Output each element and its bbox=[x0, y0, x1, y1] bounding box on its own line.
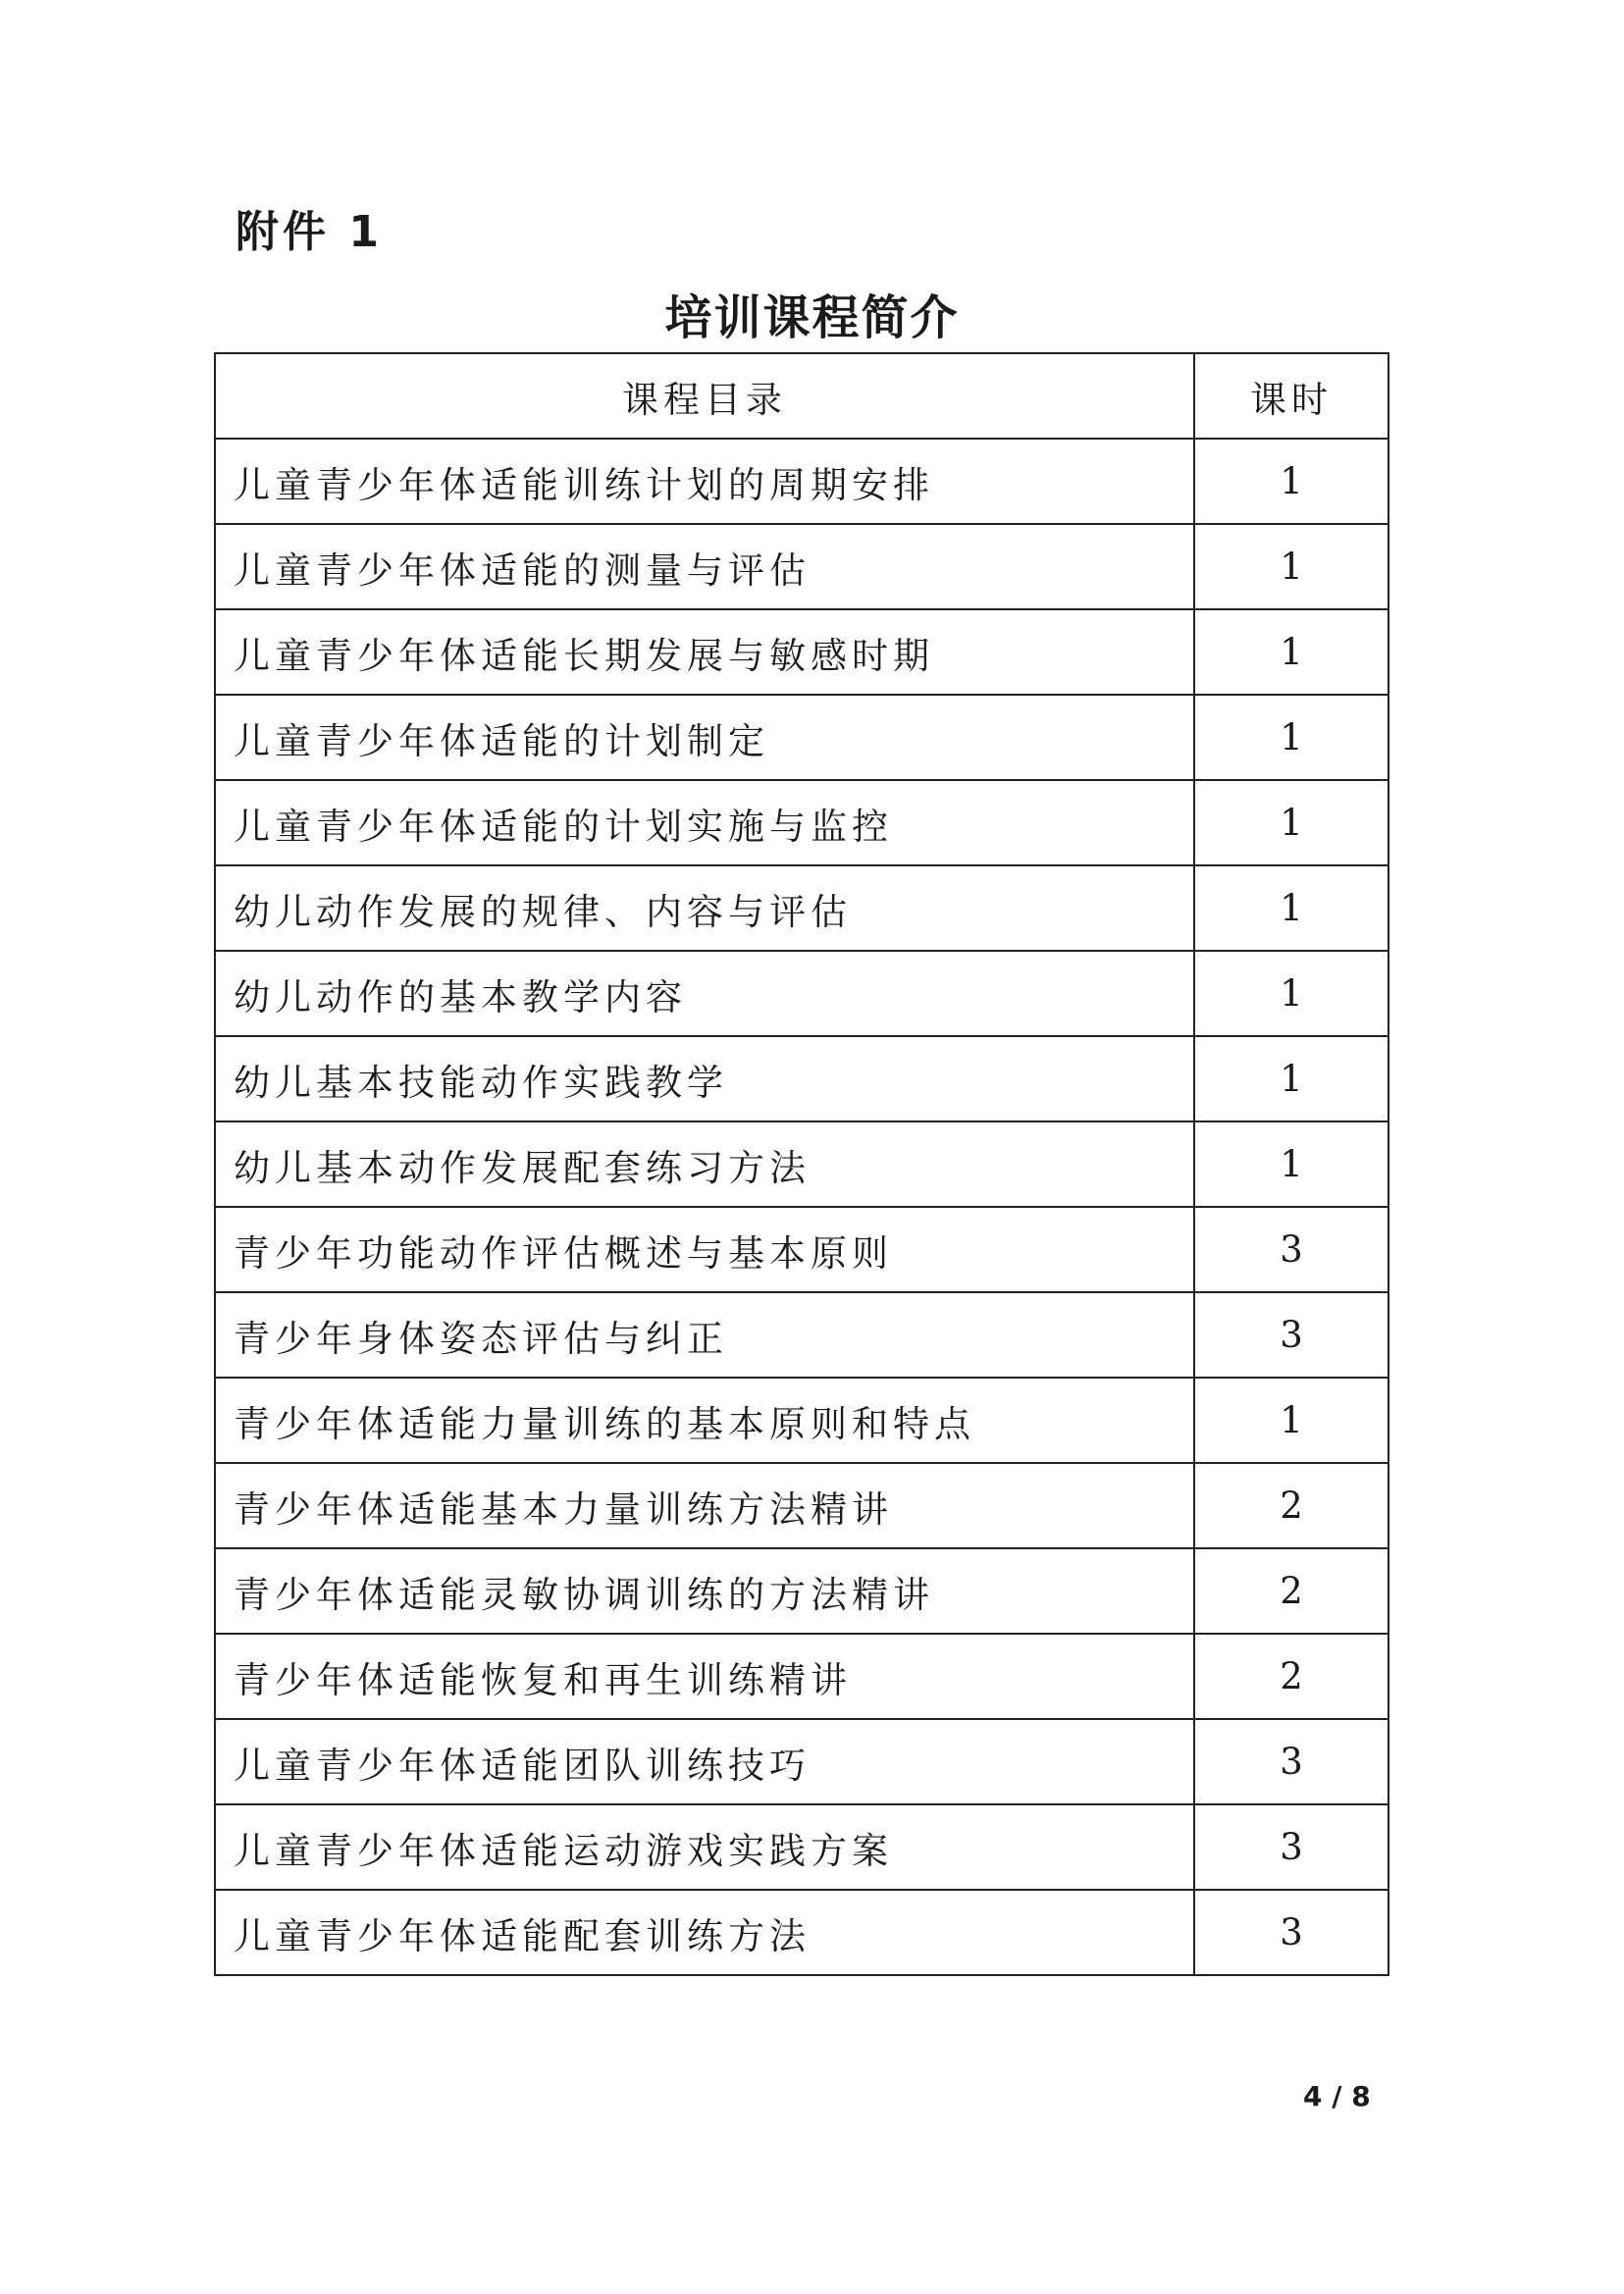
course-name-cell: 幼儿基本动作发展配套练习方法 bbox=[215, 1121, 1194, 1207]
table-row bbox=[215, 1292, 1388, 1378]
course-hours-cell: 1 bbox=[1194, 1378, 1388, 1463]
course-name-cell: 青少年身体姿态评估与纠正 bbox=[215, 1292, 1194, 1378]
course-hours-cell: 3 bbox=[1194, 1719, 1388, 1804]
course-name-cell: 儿童青少年体适能长期发展与敏感时期 bbox=[215, 609, 1194, 695]
course-name-cell: 儿童青少年体适能的计划制定 bbox=[215, 695, 1194, 780]
course-rows bbox=[215, 439, 1388, 1975]
course-name-cell: 青少年体适能基本力量训练方法精讲 bbox=[215, 1463, 1194, 1548]
course-hours-cell: 1 bbox=[1194, 609, 1388, 695]
course-name-cell: 青少年体适能灵敏协调训练的方法精讲 bbox=[215, 1548, 1194, 1634]
table-row bbox=[215, 695, 1388, 780]
course-hours-cell: 2 bbox=[1194, 1463, 1388, 1548]
attachment-label: 附件 1 bbox=[236, 207, 383, 257]
table-row bbox=[215, 1634, 1388, 1719]
course-name-cell: 青少年体适能力量训练的基本原则和特点 bbox=[215, 1378, 1194, 1463]
table-row bbox=[215, 1378, 1388, 1463]
header-hours: 课时 bbox=[1194, 353, 1388, 439]
course-hours-cell: 1 bbox=[1194, 951, 1388, 1036]
course-name-cell: 儿童青少年体适能配套训练方法 bbox=[215, 1890, 1194, 1975]
course-hours-cell: 1 bbox=[1194, 524, 1388, 609]
course-hours-cell: 1 bbox=[1194, 780, 1388, 865]
course-hours-cell: 3 bbox=[1194, 1292, 1388, 1378]
course-name-cell: 儿童青少年体适能的测量与评估 bbox=[215, 524, 1194, 609]
table-row bbox=[215, 1463, 1388, 1548]
table-row bbox=[215, 609, 1388, 695]
course-name-cell: 幼儿基本技能动作实践教学 bbox=[215, 1036, 1194, 1121]
header-course: 课程目录 bbox=[215, 353, 1194, 439]
course-hours-cell: 1 bbox=[1194, 1121, 1388, 1207]
course-name-cell: 儿童青少年体适能团队训练技巧 bbox=[215, 1719, 1194, 1804]
table-row bbox=[215, 439, 1388, 524]
table-header-row bbox=[215, 353, 1388, 439]
course-hours-cell: 3 bbox=[1194, 1207, 1388, 1292]
course-hours-cell: 3 bbox=[1194, 1890, 1388, 1975]
course-name-cell: 儿童青少年体适能训练计划的周期安排 bbox=[215, 439, 1194, 524]
table-row bbox=[215, 524, 1388, 609]
course-name-cell: 儿童青少年体适能运动游戏实践方案 bbox=[215, 1804, 1194, 1890]
table-row bbox=[215, 1548, 1388, 1634]
page-number: 4 / 8 bbox=[1303, 2080, 1371, 2112]
course-name-cell: 青少年功能动作评估概述与基本原则 bbox=[215, 1207, 1194, 1292]
table-row bbox=[215, 1804, 1388, 1890]
course-hours-cell: 1 bbox=[1194, 1036, 1388, 1121]
document-title: 培训课程简介 bbox=[664, 290, 960, 345]
course-name-cell: 青少年体适能恢复和再生训练精讲 bbox=[215, 1634, 1194, 1719]
course-table bbox=[214, 352, 1389, 1976]
course-name-cell: 幼儿动作的基本教学内容 bbox=[215, 951, 1194, 1036]
course-hours-cell: 1 bbox=[1194, 865, 1388, 951]
course-hours-cell: 1 bbox=[1194, 439, 1388, 524]
course-hours-cell: 2 bbox=[1194, 1548, 1388, 1634]
table-row bbox=[215, 1890, 1388, 1975]
course-hours-cell: 3 bbox=[1194, 1804, 1388, 1890]
table-row bbox=[215, 780, 1388, 865]
table-row bbox=[215, 1036, 1388, 1121]
table-row bbox=[215, 1121, 1388, 1207]
table-row bbox=[215, 951, 1388, 1036]
course-hours-cell: 2 bbox=[1194, 1634, 1388, 1719]
table-row bbox=[215, 865, 1388, 951]
course-name-cell: 儿童青少年体适能的计划实施与监控 bbox=[215, 780, 1194, 865]
table-row bbox=[215, 1719, 1388, 1804]
course-name-cell: 幼儿动作发展的规律、内容与评估 bbox=[215, 865, 1194, 951]
course-hours-cell: 1 bbox=[1194, 695, 1388, 780]
table-row bbox=[215, 1207, 1388, 1292]
